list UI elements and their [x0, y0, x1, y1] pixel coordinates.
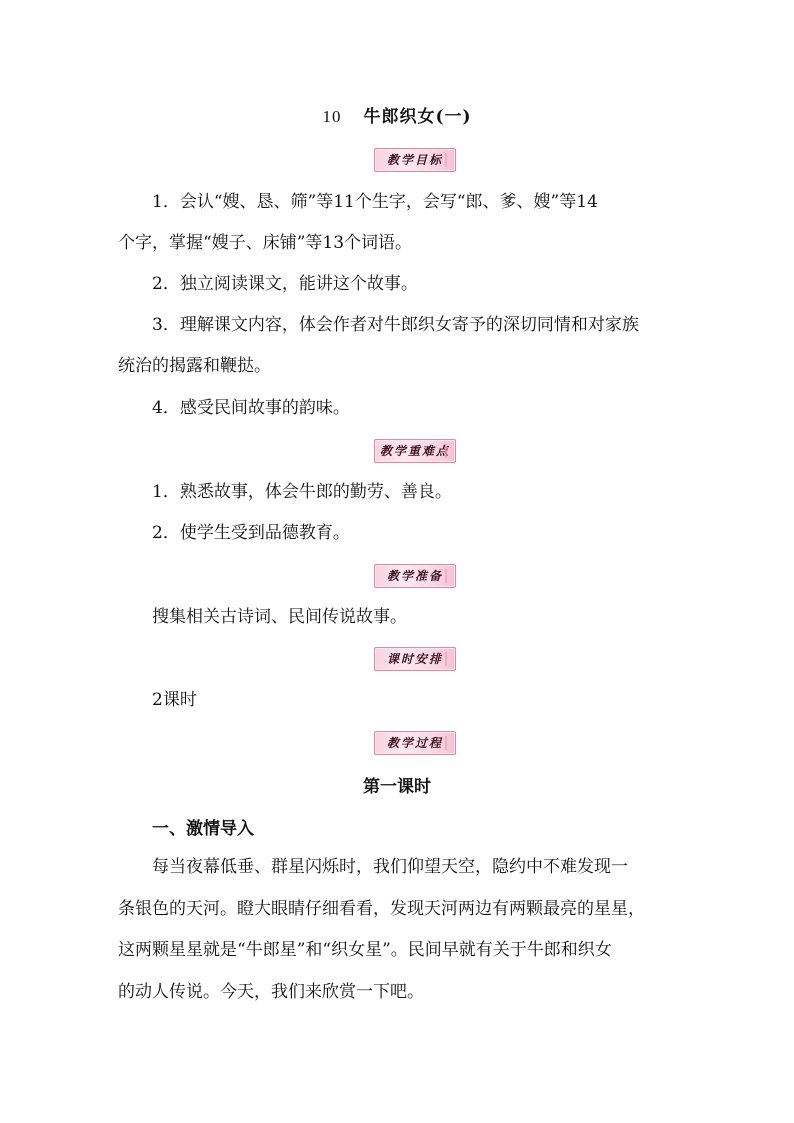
key-point-1: 1．熟悉故事，体会牛郎的勤劳、善良。	[152, 482, 452, 502]
lesson-number: 10	[322, 107, 342, 126]
schedule-badge: 课时安排	[374, 647, 456, 671]
lesson-heading: 第一课时	[363, 777, 431, 797]
objective-1-line-2: 个字，掌握“嫂子、床铺”等13个词语。	[118, 233, 413, 253]
objective-3-line-2: 统治的揭露和鞭挞。	[118, 356, 271, 376]
intro-paragraph-line-4: 的动人传说。今天，我们来欣赏一下吧。	[118, 982, 424, 1002]
key-point-2: 2．使学生受到品德教育。	[152, 523, 350, 543]
preparation-text: 搜集相关古诗词、民间传说故事。	[152, 607, 407, 627]
part-1-heading: 一、激情导入	[152, 819, 254, 839]
intro-paragraph-line-2: 条银色的天河。瞪大眼睛仔细看看，发现天河两边有两颗最亮的星星，	[118, 899, 645, 919]
process-badge: 教学过程	[374, 731, 456, 755]
lesson-title-text: 牛郎织女(一)	[363, 107, 472, 127]
objective-1-line-1: 1．会认“嫂、恳、筛”等11个生字，会写“郎、爹、嫂”等14	[152, 192, 598, 212]
key-points-badge: 教学重难点	[374, 439, 456, 463]
intro-paragraph-line-3: 这两颗星星就是“牛郎星”和“织女星”。民间早就有关于牛郎和织女	[118, 940, 612, 960]
objective-3-line-1: 3．理解课文内容，体会作者对牛郎织女寄予的深切同情和对家族	[152, 315, 639, 335]
intro-paragraph-line-1: 每当夜幕低垂、群星闪烁时，我们仰望天空，隐约中不难发现一	[152, 857, 628, 877]
lesson-title	[0, 102, 794, 127]
objective-4: 4．感受民间故事的韵味。	[152, 398, 350, 418]
objective-2: 2．独立阅读课文，能讲这个故事。	[152, 274, 418, 294]
preparation-badge: 教学准备	[374, 564, 456, 588]
schedule-text: 2课时	[152, 690, 197, 710]
objectives-badge: 教学目标	[374, 148, 456, 172]
